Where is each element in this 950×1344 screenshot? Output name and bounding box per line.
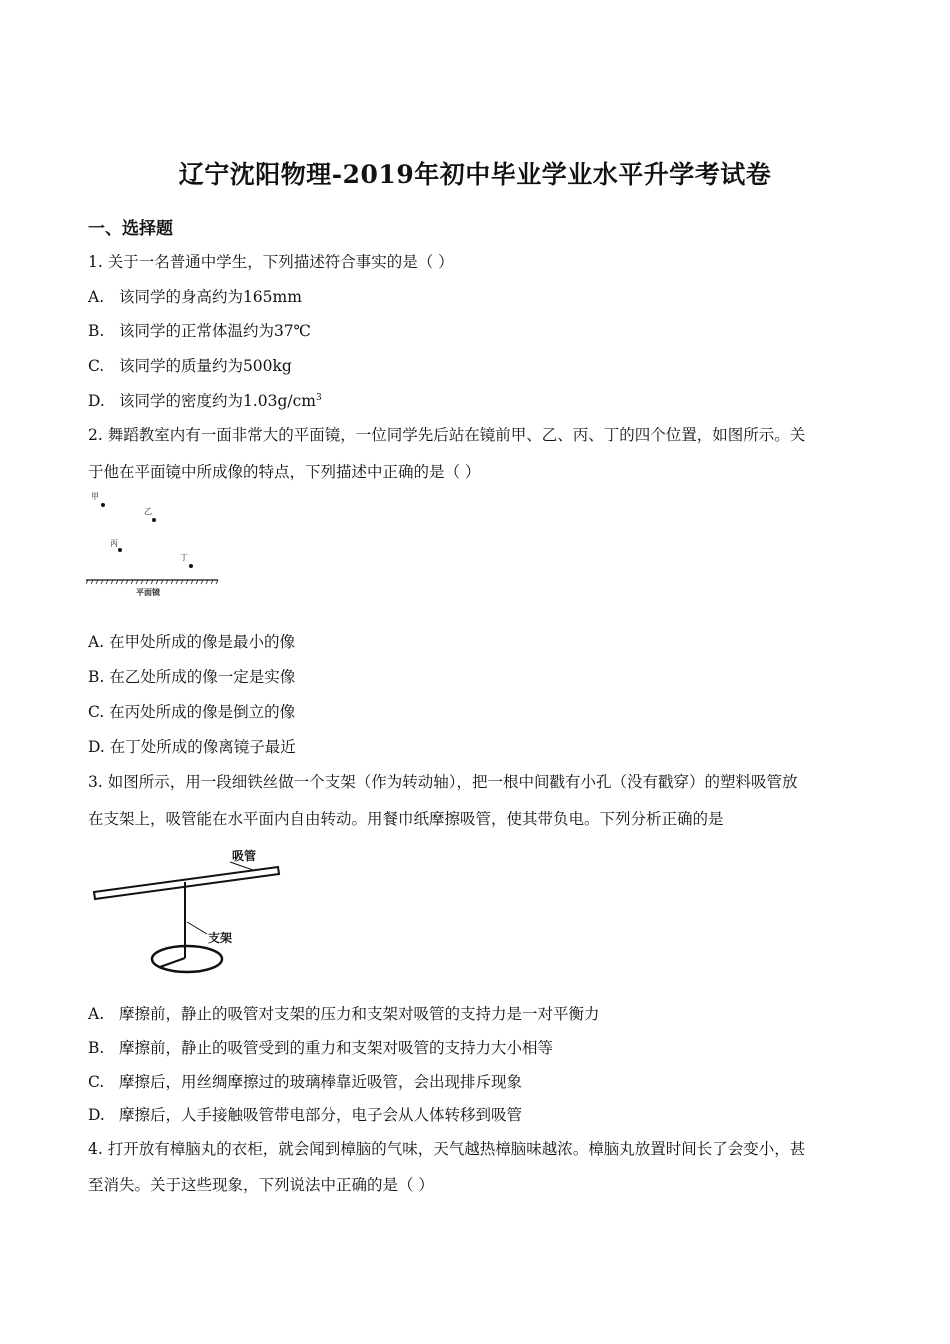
stand-label: 支架: [208, 931, 233, 945]
question-2-option-d: D. 在丁处所成的像离镜子最近: [88, 738, 296, 756]
question-3-stem-line-2: 在支架上，吸管能在水平面内自由转动。用餐巾纸摩擦吸管，使其带负电。下列分析正确的是: [88, 810, 724, 828]
stand-base-connector: [160, 958, 185, 967]
question-3-option-b: [88, 1036, 553, 1058]
option-text: 摩擦后，人手接触吸管带电部分，电子会从人体转移到吸管: [118, 1106, 522, 1124]
option-text: 该同学的质量约为500kg: [118, 357, 292, 375]
option-text: 摩擦后，用丝绸摩擦过的玻璃棒靠近吸管，会出现排斥现象: [118, 1073, 522, 1091]
page-title: 辽宁沈阳物理-2019年初中毕业学业水平升学考试卷: [178, 160, 772, 189]
mirror-diagram: [86, 490, 226, 602]
question-2-stem-line-1: 2. 舞蹈教室内有一面非常大的平面镜，一位同学先后站在镜前甲、乙、丙、丁的四个位置，如图所示。关: [88, 426, 806, 444]
question-1-stem: 1. 关于一名普通中学生，下列描述符合事实的是（ ）: [88, 253, 454, 271]
question-2-option-b: B. 在乙处所成的像一定是实像: [88, 668, 296, 686]
position-dot-yi: [152, 518, 156, 522]
mirror-label: 平面镜: [136, 588, 160, 597]
option-label: B.: [88, 1039, 105, 1057]
stand-base: [152, 946, 222, 972]
question-2-option-c: C. 在丙处所成的像是倒立的像: [88, 703, 296, 721]
position-dot-jia: [101, 503, 105, 507]
superscript: 3: [315, 392, 322, 403]
position-label-jia: 甲: [91, 492, 99, 501]
option-label: A.: [88, 288, 105, 306]
question-4-stem-line-2: 至消失。关于这些现象，下列说法中正确的是（ ）: [88, 1176, 434, 1194]
question-1-option-d: [88, 389, 322, 411]
straw-shape: [94, 867, 279, 899]
option-label: D.: [88, 392, 105, 410]
option-label: B.: [88, 322, 105, 340]
straw-diagram: [90, 846, 290, 978]
question-3-option-c: [88, 1070, 522, 1092]
question-2-stem-line-2: 于他在平面镜中所成像的特点，下列描述中正确的是（ ）: [88, 463, 481, 481]
option-text: 摩擦前，静止的吸管受到的重力和支架对吸管的支持力大小相等: [118, 1039, 553, 1057]
option-text: 该同学的密度约为1.03g/cm: [118, 392, 316, 410]
option-text: 摩擦前，静止的吸管对支架的压力和支架对吸管的支持力是一对平衡力: [118, 1005, 600, 1023]
straw-label-pointer: [230, 862, 253, 870]
stand-label-pointer: [187, 922, 207, 934]
question-3-option-a: [88, 1002, 599, 1024]
position-label-yi: 乙: [144, 507, 152, 516]
straw-figure: [90, 846, 290, 978]
option-text: 该同学的正常体温约为37℃: [118, 322, 312, 340]
option-label: C.: [88, 1073, 105, 1091]
option-label: A.: [88, 1005, 105, 1023]
question-1-option-b: [88, 319, 311, 341]
position-label-ding: 丁: [180, 553, 188, 562]
question-4-stem-line-1: 4. 打开放有樟脑丸的衣柜，就会闻到樟脑的气味，天气越热樟脑味越浓。樟脑丸放置时间长了会变小，甚: [88, 1140, 806, 1158]
question-1-option-c: [88, 354, 292, 376]
option-text: 该同学的身高约为165mm: [118, 288, 302, 306]
section-heading: 一、选择题: [88, 219, 173, 239]
option-label: D.: [88, 1106, 105, 1124]
position-label-bing: 丙: [110, 539, 118, 548]
option-label: C.: [88, 357, 105, 375]
position-dot-bing: [118, 548, 122, 552]
question-3-stem-line-1: 3. 如图所示，用一段细铁丝做一个支架（作为转动轴），把一根中间戳有小孔（没有戳穿）的塑料吸管放: [88, 773, 798, 791]
straw-label: 吸管: [232, 849, 257, 863]
mirror-figure: [86, 490, 226, 602]
question-1-option-a: [88, 285, 302, 307]
position-dot-ding: [189, 564, 193, 568]
question-2-option-a: A. 在甲处所成的像是最小的像: [88, 633, 296, 651]
question-3-option-d: [88, 1103, 522, 1125]
